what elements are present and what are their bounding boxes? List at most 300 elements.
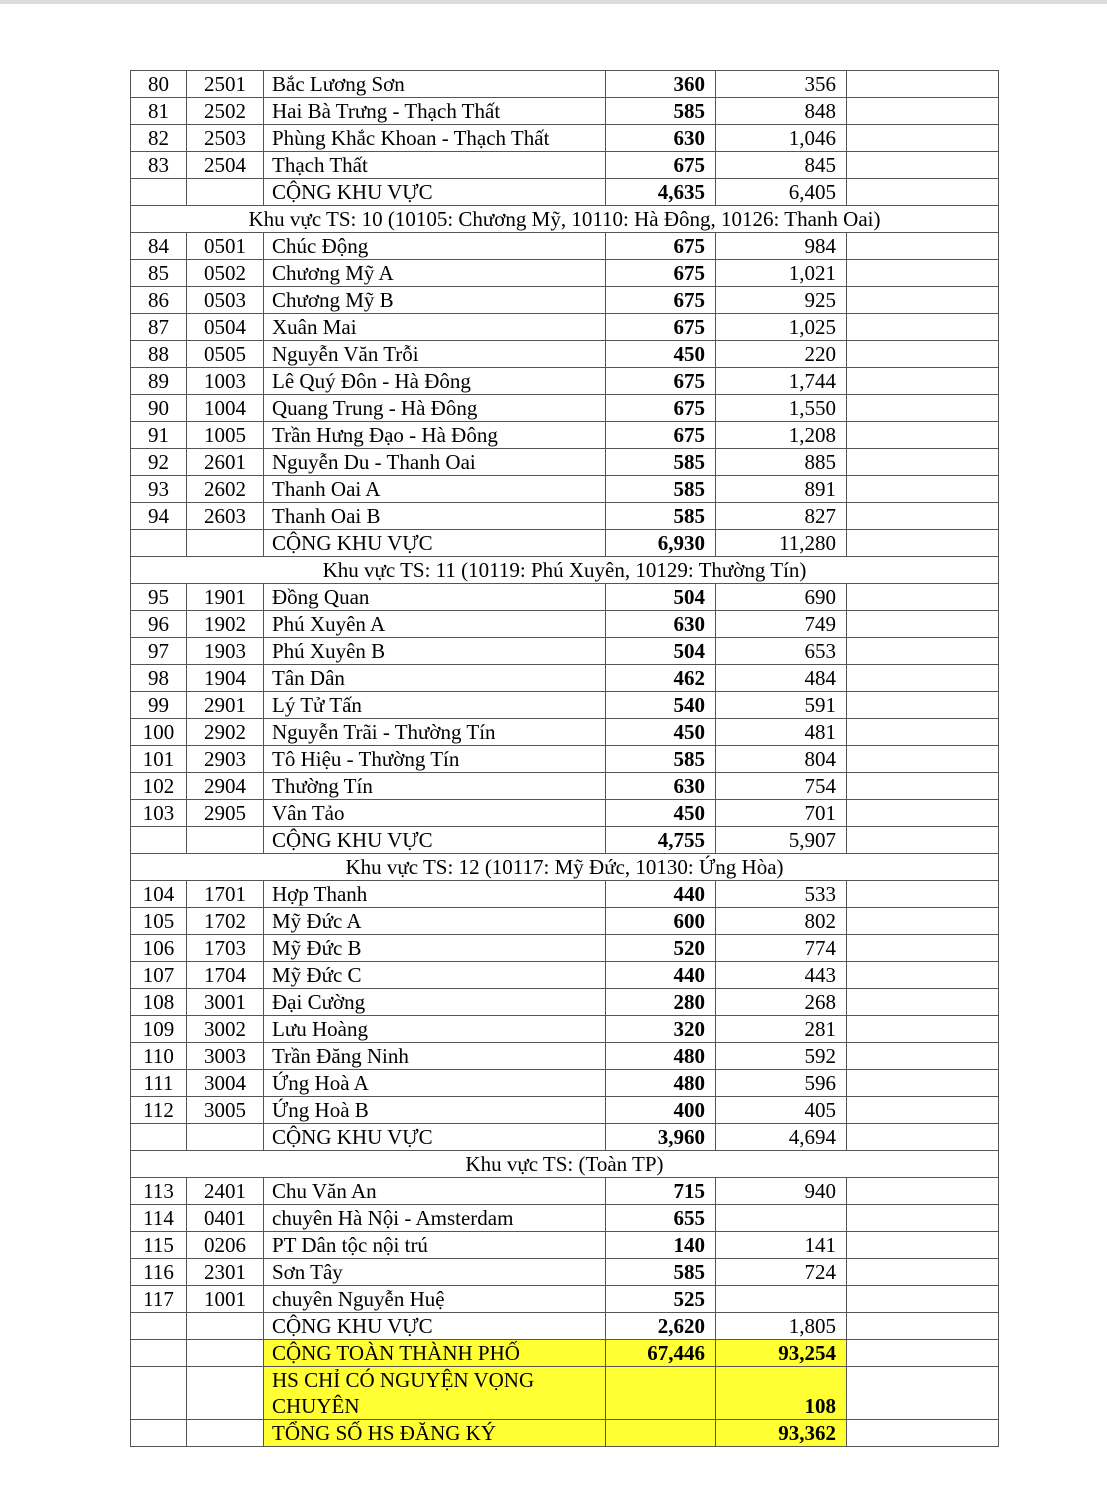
school-name-cell: Đại Cường	[264, 989, 606, 1016]
school-name-cell: Thanh Oai A	[264, 476, 606, 503]
top-edge-bar	[0, 0, 1107, 4]
school-name-cell: Lưu Hoàng	[264, 1016, 606, 1043]
note-cell	[847, 611, 999, 638]
school-code-cell: 2603	[187, 503, 264, 530]
note-cell	[847, 233, 999, 260]
registered-cell: 701	[716, 800, 847, 827]
school-row	[131, 1232, 999, 1259]
registered-cell: 653	[716, 638, 847, 665]
row-number-cell	[131, 1124, 187, 1151]
registered-cell: 4,694	[716, 1124, 847, 1151]
note-cell	[847, 503, 999, 530]
school-row	[131, 341, 999, 368]
school-code-cell: 1904	[187, 665, 264, 692]
registered-cell: 1,550	[716, 395, 847, 422]
school-row	[131, 233, 999, 260]
school-row	[131, 152, 999, 179]
quota-cell: 480	[606, 1043, 716, 1070]
row-number-cell: 105	[131, 908, 187, 935]
registered-cell: 591	[716, 692, 847, 719]
school-name-cell: Thường Tín	[264, 773, 606, 800]
school-code-cell	[187, 1124, 264, 1151]
school-code-cell: 0504	[187, 314, 264, 341]
registered-cell: 1,744	[716, 368, 847, 395]
school-row	[131, 989, 999, 1016]
registered-cell: 1,805	[716, 1313, 847, 1340]
school-code-cell: 1005	[187, 422, 264, 449]
school-code-cell: 3003	[187, 1043, 264, 1070]
school-name-cell: Chu Văn An	[264, 1178, 606, 1205]
school-row	[131, 1097, 999, 1124]
registered-cell: 481	[716, 719, 847, 746]
school-code-cell: 2301	[187, 1259, 264, 1286]
school-row	[131, 908, 999, 935]
school-name-cell: Thanh Oai B	[264, 503, 606, 530]
school-name-cell: Mỹ Đức B	[264, 935, 606, 962]
school-name-cell: Nguyễn Trãi - Thường Tín	[264, 719, 606, 746]
row-number-cell: 101	[131, 746, 187, 773]
school-code-cell: 1903	[187, 638, 264, 665]
row-number-cell: 95	[131, 584, 187, 611]
school-name-cell: Ứng Hoà B	[264, 1097, 606, 1124]
note-cell	[847, 1367, 999, 1420]
school-code-cell: 3002	[187, 1016, 264, 1043]
registered-cell: 885	[716, 449, 847, 476]
row-number-cell: 88	[131, 341, 187, 368]
school-row	[131, 314, 999, 341]
school-code-cell: 2503	[187, 125, 264, 152]
note-cell	[847, 962, 999, 989]
school-name-cell: Bắc Lương Sơn	[264, 71, 606, 98]
row-number-cell: 108	[131, 989, 187, 1016]
registered-cell: 845	[716, 152, 847, 179]
registered-cell: 690	[716, 584, 847, 611]
region-header-text: Khu vực TS: 10 (10105: Chương Mỹ, 10110: Hà Đông, 10126: Thanh Oai)	[131, 206, 999, 233]
school-code-cell: 1703	[187, 935, 264, 962]
row-number-cell	[131, 1367, 187, 1420]
note-cell	[847, 422, 999, 449]
note-cell	[847, 1205, 999, 1232]
quota-cell: 450	[606, 800, 716, 827]
school-row	[131, 800, 999, 827]
table-body	[131, 71, 999, 1447]
registered-cell: 754	[716, 773, 847, 800]
registered-cell: 533	[716, 881, 847, 908]
school-code-cell: 2601	[187, 449, 264, 476]
school-row	[131, 395, 999, 422]
school-row	[131, 503, 999, 530]
row-number-cell: 89	[131, 368, 187, 395]
row-number-cell: 116	[131, 1259, 187, 1286]
quota-cell: 675	[606, 233, 716, 260]
school-code-cell: 1001	[187, 1286, 264, 1313]
school-name-cell: CỘNG KHU VỰC	[264, 530, 606, 557]
registered-cell: 848	[716, 98, 847, 125]
region-header-text: Khu vực TS: 11 (10119: Phú Xuyên, 10129: Thường Tín)	[131, 557, 999, 584]
note-cell	[847, 125, 999, 152]
school-code-cell: 1902	[187, 611, 264, 638]
school-code-cell	[187, 827, 264, 854]
note-cell	[847, 1124, 999, 1151]
registered-cell: 827	[716, 503, 847, 530]
note-cell	[847, 1070, 999, 1097]
school-code-cell: 1004	[187, 395, 264, 422]
school-name-cell: Xuân Mai	[264, 314, 606, 341]
registered-cell: 1,046	[716, 125, 847, 152]
school-row	[131, 665, 999, 692]
school-name-cell: HS CHỈ CÓ NGUYỆN VỌNG CHUYÊN	[264, 1367, 606, 1420]
school-row	[131, 476, 999, 503]
region-header-text: Khu vực TS: (Toàn TP)	[131, 1151, 999, 1178]
quota-cell: 440	[606, 881, 716, 908]
school-row	[131, 1178, 999, 1205]
registered-cell: 108	[716, 1367, 847, 1420]
school-name-cell: CỘNG KHU VỰC	[264, 827, 606, 854]
region-total-row	[131, 179, 999, 206]
school-code-cell	[187, 530, 264, 557]
school-code-cell: 0505	[187, 341, 264, 368]
quota-cell: 360	[606, 71, 716, 98]
quota-cell: 655	[606, 1205, 716, 1232]
note-cell	[847, 1313, 999, 1340]
note-cell	[847, 1286, 999, 1313]
school-code-cell: 0401	[187, 1205, 264, 1232]
quota-cell: 675	[606, 260, 716, 287]
row-number-cell: 111	[131, 1070, 187, 1097]
quota-cell: 675	[606, 287, 716, 314]
school-name-cell: Chúc Động	[264, 233, 606, 260]
school-code-cell: 0206	[187, 1232, 264, 1259]
row-number-cell: 100	[131, 719, 187, 746]
school-code-cell: 1701	[187, 881, 264, 908]
school-name-cell: Hai Bà Trưng - Thạch Thất	[264, 98, 606, 125]
quota-cell: 67,446	[606, 1340, 716, 1367]
school-row	[131, 962, 999, 989]
school-name-cell: Hợp Thanh	[264, 881, 606, 908]
summary-row	[131, 1420, 999, 1447]
registered-cell: 93,254	[716, 1340, 847, 1367]
note-cell	[847, 368, 999, 395]
region-header-row	[131, 557, 999, 584]
quota-cell: 504	[606, 584, 716, 611]
school-row	[131, 611, 999, 638]
row-number-cell: 83	[131, 152, 187, 179]
school-row	[131, 260, 999, 287]
row-number-cell: 94	[131, 503, 187, 530]
school-name-cell: chuyên Hà Nội - Amsterdam	[264, 1205, 606, 1232]
note-cell	[847, 341, 999, 368]
quota-cell: 520	[606, 935, 716, 962]
school-code-cell: 1003	[187, 368, 264, 395]
quota-cell: 462	[606, 665, 716, 692]
school-row	[131, 125, 999, 152]
school-row	[131, 1016, 999, 1043]
registered-cell: 774	[716, 935, 847, 962]
row-number-cell: 87	[131, 314, 187, 341]
school-name-cell: Lê Quý Đôn - Hà Đông	[264, 368, 606, 395]
note-cell	[847, 1420, 999, 1447]
registered-cell: 1,021	[716, 260, 847, 287]
registered-cell	[716, 1205, 847, 1232]
school-code-cell: 0501	[187, 233, 264, 260]
row-number-cell: 90	[131, 395, 187, 422]
registered-cell: 268	[716, 989, 847, 1016]
quota-cell: 320	[606, 1016, 716, 1043]
quota-cell: 2,620	[606, 1313, 716, 1340]
row-number-cell: 115	[131, 1232, 187, 1259]
school-code-cell: 2901	[187, 692, 264, 719]
school-row	[131, 98, 999, 125]
registered-cell: 405	[716, 1097, 847, 1124]
school-name-cell: CỘNG KHU VỰC	[264, 1313, 606, 1340]
note-cell	[847, 1178, 999, 1205]
quota-cell: 630	[606, 773, 716, 800]
school-row	[131, 638, 999, 665]
quota-cell: 540	[606, 692, 716, 719]
school-code-cell: 3005	[187, 1097, 264, 1124]
enrollment-table	[130, 70, 999, 1447]
row-number-cell: 113	[131, 1178, 187, 1205]
quota-cell: 585	[606, 98, 716, 125]
note-cell	[847, 908, 999, 935]
row-number-cell: 96	[131, 611, 187, 638]
school-row	[131, 1205, 999, 1232]
note-cell	[847, 719, 999, 746]
school-name-cell: Sơn Tây	[264, 1259, 606, 1286]
registered-cell: 356	[716, 71, 847, 98]
quota-cell: 400	[606, 1097, 716, 1124]
school-name-cell: Vân Tảo	[264, 800, 606, 827]
school-code-cell	[187, 179, 264, 206]
note-cell	[847, 935, 999, 962]
school-code-cell: 2602	[187, 476, 264, 503]
note-cell	[847, 152, 999, 179]
school-name-cell: Trần Hưng Đạo - Hà Đông	[264, 422, 606, 449]
quota-cell: 4,755	[606, 827, 716, 854]
school-code-cell: 1702	[187, 908, 264, 935]
summary-row	[131, 1340, 999, 1367]
school-row	[131, 1043, 999, 1070]
quota-cell: 630	[606, 611, 716, 638]
row-number-cell: 80	[131, 71, 187, 98]
school-row	[131, 935, 999, 962]
row-number-cell: 114	[131, 1205, 187, 1232]
school-code-cell: 2902	[187, 719, 264, 746]
row-number-cell: 112	[131, 1097, 187, 1124]
school-name-cell: Quang Trung - Hà Đông	[264, 395, 606, 422]
school-name-cell: Thạch Thất	[264, 152, 606, 179]
registered-cell: 891	[716, 476, 847, 503]
note-cell	[847, 1016, 999, 1043]
row-number-cell: 99	[131, 692, 187, 719]
quota-cell: 600	[606, 908, 716, 935]
row-number-cell: 97	[131, 638, 187, 665]
quota-cell: 525	[606, 1286, 716, 1313]
registered-cell: 802	[716, 908, 847, 935]
note-cell	[847, 1259, 999, 1286]
registered-cell: 724	[716, 1259, 847, 1286]
note-cell	[847, 989, 999, 1016]
school-name-cell: Mỹ Đức A	[264, 908, 606, 935]
registered-cell: 1,025	[716, 314, 847, 341]
note-cell	[847, 260, 999, 287]
region-total-row	[131, 1313, 999, 1340]
quota-cell: 675	[606, 152, 716, 179]
school-code-cell: 3001	[187, 989, 264, 1016]
school-name-cell: Phú Xuyên B	[264, 638, 606, 665]
school-name-cell: CỘNG KHU VỰC	[264, 179, 606, 206]
quota-cell: 585	[606, 503, 716, 530]
note-cell	[847, 584, 999, 611]
school-row	[131, 719, 999, 746]
row-number-cell: 93	[131, 476, 187, 503]
school-name-cell: PT Dân tộc nội trú	[264, 1232, 606, 1259]
region-header-row	[131, 206, 999, 233]
school-code-cell	[187, 1420, 264, 1447]
registered-cell: 141	[716, 1232, 847, 1259]
school-row	[131, 881, 999, 908]
quota-cell: 504	[606, 638, 716, 665]
quota-cell: 585	[606, 449, 716, 476]
school-row	[131, 773, 999, 800]
note-cell	[847, 638, 999, 665]
row-number-cell: 102	[131, 773, 187, 800]
school-code-cell: 3004	[187, 1070, 264, 1097]
school-name-cell: Lý Tử Tấn	[264, 692, 606, 719]
registered-cell: 984	[716, 233, 847, 260]
school-code-cell: 0503	[187, 287, 264, 314]
row-number-cell	[131, 179, 187, 206]
row-number-cell: 82	[131, 125, 187, 152]
quota-cell: 715	[606, 1178, 716, 1205]
school-row	[131, 71, 999, 98]
school-row	[131, 1259, 999, 1286]
note-cell	[847, 773, 999, 800]
quota-cell: 280	[606, 989, 716, 1016]
registered-cell: 11,280	[716, 530, 847, 557]
registered-cell: 1,208	[716, 422, 847, 449]
row-number-cell	[131, 827, 187, 854]
note-cell	[847, 395, 999, 422]
note-cell	[847, 827, 999, 854]
school-row	[131, 746, 999, 773]
enrollment-table-page	[130, 70, 998, 1447]
row-number-cell: 106	[131, 935, 187, 962]
school-code-cell: 1901	[187, 584, 264, 611]
school-code-cell	[187, 1340, 264, 1367]
note-cell	[847, 476, 999, 503]
region-total-row	[131, 827, 999, 854]
row-number-cell: 84	[131, 233, 187, 260]
quota-cell: 450	[606, 341, 716, 368]
note-cell	[847, 1340, 999, 1367]
school-name-cell: Chương Mỹ A	[264, 260, 606, 287]
registered-cell: 443	[716, 962, 847, 989]
quota-cell: 480	[606, 1070, 716, 1097]
school-name-cell: Chương Mỹ B	[264, 287, 606, 314]
quota-cell: 675	[606, 314, 716, 341]
school-row	[131, 368, 999, 395]
region-header-row	[131, 854, 999, 881]
registered-cell: 5,907	[716, 827, 847, 854]
school-code-cell	[187, 1367, 264, 1420]
school-name-cell: Trần Đăng Ninh	[264, 1043, 606, 1070]
note-cell	[847, 881, 999, 908]
quota-cell: 4,635	[606, 179, 716, 206]
row-number-cell: 85	[131, 260, 187, 287]
row-number-cell: 92	[131, 449, 187, 476]
row-number-cell	[131, 1340, 187, 1367]
row-number-cell: 103	[131, 800, 187, 827]
school-name-cell: Đồng Quan	[264, 584, 606, 611]
quota-cell: 6,930	[606, 530, 716, 557]
school-name-cell: TỔNG SỐ HS ĐĂNG KÝ	[264, 1420, 606, 1447]
school-name-cell: Ứng Hoà A	[264, 1070, 606, 1097]
registered-cell: 93,362	[716, 1420, 847, 1447]
registered-cell: 592	[716, 1043, 847, 1070]
registered-cell: 281	[716, 1016, 847, 1043]
school-name-cell: Nguyễn Văn Trỗi	[264, 341, 606, 368]
region-header-text: Khu vực TS: 12 (10117: Mỹ Đức, 10130: Ứng Hòa)	[131, 854, 999, 881]
registered-cell: 484	[716, 665, 847, 692]
region-total-row	[131, 530, 999, 557]
row-number-cell: 107	[131, 962, 187, 989]
registered-cell: 749	[716, 611, 847, 638]
quota-cell: 630	[606, 125, 716, 152]
quota-cell: 440	[606, 962, 716, 989]
school-row	[131, 692, 999, 719]
school-code-cell: 2501	[187, 71, 264, 98]
quota-cell: 140	[606, 1232, 716, 1259]
quota-cell: 675	[606, 422, 716, 449]
note-cell	[847, 1097, 999, 1124]
school-name-cell: CỘNG TOÀN THÀNH PHỐ	[264, 1340, 606, 1367]
registered-cell: 940	[716, 1178, 847, 1205]
note-cell	[847, 449, 999, 476]
row-number-cell: 91	[131, 422, 187, 449]
school-name-cell: chuyên Nguyễn Huệ	[264, 1286, 606, 1313]
registered-cell: 925	[716, 287, 847, 314]
region-header-row	[131, 1151, 999, 1178]
row-number-cell: 110	[131, 1043, 187, 1070]
quota-cell: 585	[606, 746, 716, 773]
school-name-cell: Mỹ Đức C	[264, 962, 606, 989]
note-cell	[847, 692, 999, 719]
school-code-cell: 2401	[187, 1178, 264, 1205]
row-number-cell: 104	[131, 881, 187, 908]
registered-cell: 6,405	[716, 179, 847, 206]
school-code-cell: 1704	[187, 962, 264, 989]
school-code-cell: 2502	[187, 98, 264, 125]
school-name-cell: CỘNG KHU VỰC	[264, 1124, 606, 1151]
quota-cell: 450	[606, 719, 716, 746]
registered-cell: 220	[716, 341, 847, 368]
note-cell	[847, 800, 999, 827]
row-number-cell	[131, 1420, 187, 1447]
school-row	[131, 449, 999, 476]
registered-cell: 804	[716, 746, 847, 773]
note-cell	[847, 1043, 999, 1070]
note-cell	[847, 530, 999, 557]
school-row	[131, 422, 999, 449]
quota-cell	[606, 1367, 716, 1420]
quota-cell: 585	[606, 1259, 716, 1286]
school-code-cell	[187, 1313, 264, 1340]
school-name-cell: Phú Xuyên A	[264, 611, 606, 638]
school-code-cell: 2903	[187, 746, 264, 773]
row-number-cell	[131, 530, 187, 557]
school-code-cell: 2504	[187, 152, 264, 179]
